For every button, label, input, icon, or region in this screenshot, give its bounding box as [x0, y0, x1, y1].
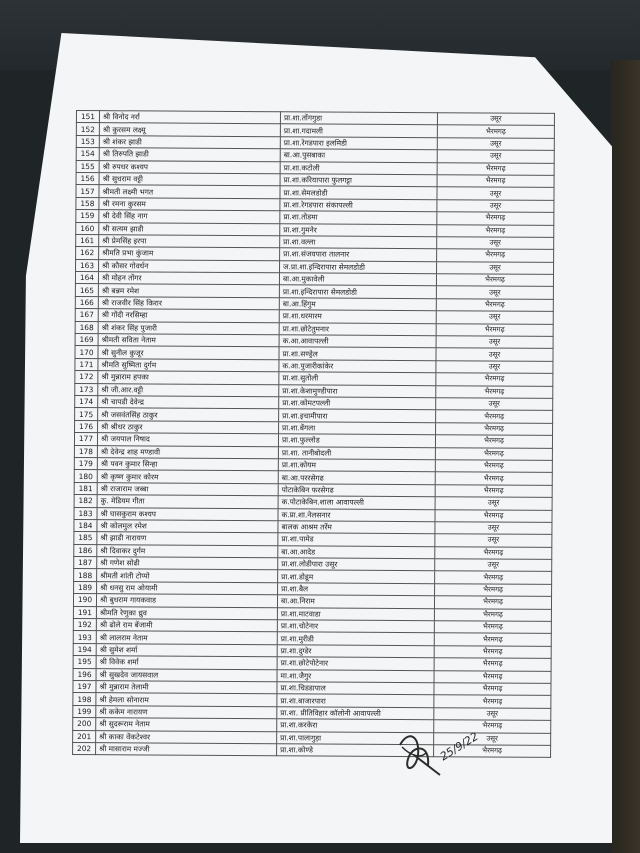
- block-name: भैरमगढ़: [435, 584, 552, 597]
- row-number: 188: [74, 569, 97, 582]
- person-name: श्री काका वेंकटेश्वर: [96, 730, 277, 743]
- person-name: श्री मुन्नाराम हपका: [98, 371, 279, 384]
- person-name: श्री जयपाल निषाद: [97, 433, 278, 446]
- person-name: श्रीमती शांती टोप्पो: [97, 569, 278, 582]
- school-name: प्रा.शा.सण्ड्रेल: [279, 347, 436, 360]
- person-name: श्रीमति प्रभा कुंजाम: [99, 247, 280, 260]
- row-number: 199: [73, 705, 96, 718]
- block-name: भैरमगढ़: [434, 745, 551, 758]
- row-number: 200: [73, 718, 96, 731]
- row-number: 181: [74, 482, 97, 495]
- person-name: श्री बन्नम रमेश: [98, 284, 279, 297]
- block-name: भैरमगढ़: [437, 249, 554, 262]
- block-name: उसूर: [437, 261, 554, 274]
- person-name: श्री सुमेश शर्मा: [96, 643, 277, 656]
- block-name: भैरमगढ़: [435, 484, 552, 497]
- block-name: भैरमगढ़: [436, 410, 553, 423]
- school-name: बा.आ.मुकावेली: [279, 273, 436, 286]
- block-name: भैरमगढ़: [435, 435, 552, 448]
- block-name: भैरमगढ़: [437, 212, 554, 225]
- school-name: प्रा.शा.करकेरा: [277, 719, 434, 732]
- school-name: प्रा.शा.चोटेनार: [277, 620, 434, 633]
- block-name: भैरमगढ़: [434, 621, 551, 634]
- block-name: उसूर: [437, 113, 554, 126]
- person-name: श्री कौसर गोवर्धन: [99, 259, 280, 272]
- school-name: प्रा.शा.चिडडापाल: [277, 682, 434, 695]
- row-number: 195: [73, 656, 96, 669]
- school-name: प्रा.शा.बैल: [278, 583, 435, 596]
- row-number: 198: [73, 693, 96, 706]
- person-name: श्रीमति रेणुका ध्रुव: [96, 606, 277, 619]
- block-name: उसूर: [436, 286, 553, 299]
- person-name: श्री विनोद नर्रा: [99, 111, 280, 124]
- row-number: 175: [75, 408, 98, 421]
- person-name: श्रीमती लक्ष्मी भगत: [99, 185, 280, 198]
- school-name: प्रा.शा.पालागुड़ा: [277, 731, 434, 744]
- person-name: श्री कोलमुल रमेश: [97, 520, 278, 533]
- person-name: श्री शंकर झाडी: [99, 135, 280, 148]
- block-name: भैरमगढ़: [435, 571, 552, 584]
- person-name: श्री देवेन्द्र शाह मण्डावी: [97, 445, 278, 458]
- row-number: 156: [76, 172, 99, 185]
- school-name: प्रा.शा.गदामली: [280, 124, 437, 137]
- staff-list-table: [72, 110, 555, 758]
- person-name: श्री सत्यम झाडी: [99, 222, 280, 235]
- person-name: श्री रमना कुरसम: [99, 197, 280, 210]
- block-name: उसूर: [437, 137, 554, 150]
- person-name: श्री गोंदी नरसिम्हा: [98, 309, 279, 322]
- block-name: उसूर: [436, 361, 553, 374]
- block-name: उसूर: [436, 348, 553, 361]
- row-number: 173: [75, 383, 98, 396]
- person-name: श्री जी.आर.वट्टी: [98, 383, 279, 396]
- row-number: 194: [73, 643, 96, 656]
- block-name: भैरमगढ़: [437, 175, 554, 188]
- school-name: प्रा.शा.बाजारपारा: [277, 694, 434, 707]
- row-number: 182: [74, 495, 97, 508]
- block-name: उसूर: [434, 732, 551, 745]
- person-name: श्रीमती सविता नेताम: [98, 334, 279, 347]
- block-name: भैरमगढ़: [434, 670, 551, 683]
- person-name: श्री मोहन तोंगर: [98, 272, 279, 285]
- row-number: 152: [76, 123, 99, 136]
- row-number: 184: [74, 519, 97, 532]
- person-name: श्री सुदरूराम नेताम: [96, 718, 277, 731]
- block-name: भैरमगढ़: [437, 162, 554, 175]
- person-name: श्री ढोले राम बेंजामी: [96, 619, 277, 632]
- school-name: प्रा.शा.तोंगगुडा: [280, 112, 437, 125]
- school-name: बा.आ.आदेड: [278, 545, 435, 558]
- person-name: श्री कुरसम लक्ष्मू: [99, 123, 280, 136]
- background-edge: [610, 60, 640, 853]
- school-name: प्रा.शा.करियापारा फुलगट्टा: [280, 174, 437, 187]
- school-name: प्रा.शा.छोटेतुमनार: [279, 322, 436, 335]
- block-name: उसूर: [435, 522, 552, 535]
- person-name: श्री सुनील कुजूर: [98, 346, 279, 359]
- person-name: श्री कृष्ण कुमार कोरम: [97, 470, 278, 483]
- block-name: भैरमगढ़: [434, 683, 551, 696]
- school-name: प्रा.शा.सुतोली: [279, 372, 436, 385]
- block-name: भैरमगढ़: [436, 422, 553, 435]
- school-name: प्रा.शा.कोण्डे: [277, 744, 434, 757]
- block-name: उसूर: [435, 534, 552, 547]
- block-name: भैरमगढ़: [436, 299, 553, 312]
- row-number: 162: [76, 247, 99, 260]
- row-number: 172: [75, 371, 98, 384]
- row-number: 187: [74, 557, 97, 570]
- row-number: 190: [73, 594, 96, 607]
- school-name: प्रा.शा.लोडीपारा उसूर: [278, 558, 435, 571]
- person-name: श्री तिरुपति झाडी: [99, 148, 280, 161]
- school-name: प्रा.शा.पामेड: [278, 533, 435, 546]
- row-number: 169: [75, 334, 98, 347]
- row-number: 196: [73, 668, 96, 681]
- block-name: उसूर: [436, 311, 553, 324]
- block-name: भैरमगढ़: [435, 447, 552, 460]
- block-name: भैरमगढ़: [434, 608, 551, 621]
- school-name: क.प्रा.शा.नेलसनार: [278, 508, 435, 521]
- person-name: श्री मासाराम मज्जी: [96, 743, 277, 756]
- person-name: श्री घासकुराम कश्यप: [97, 507, 278, 520]
- person-name: श्री चापडी देवेन्द्र: [98, 396, 279, 409]
- school-name: प्रा.शा.डोडूम: [278, 570, 435, 583]
- person-name: श्री श्रीधर ठाकुर: [98, 420, 279, 433]
- school-name: प्रा.शा.केशामुण्डीपारा: [279, 384, 436, 397]
- person-name: श्री रुपधर कश्यप: [99, 160, 280, 173]
- row-number: 176: [75, 420, 98, 433]
- block-name: उसूर: [437, 187, 554, 200]
- row-number: 164: [75, 272, 98, 285]
- row-number: 157: [76, 185, 99, 198]
- block-name: भैरमगढ़: [435, 472, 552, 485]
- school-name: प्रा.शा.कोमटपल्ली: [279, 397, 436, 410]
- block-name: भैरमगढ़: [436, 373, 553, 386]
- school-name: बा.आ.हिंगुम: [279, 298, 436, 311]
- row-number: 191: [73, 606, 96, 619]
- row-number: 197: [73, 680, 96, 693]
- person-name: श्री ककेम नारायण: [96, 705, 277, 718]
- row-number: 179: [74, 457, 97, 470]
- school-name: बा.आ.पररसेगढ: [278, 471, 435, 484]
- row-number: 201: [73, 730, 96, 743]
- school-name: प्रा.शा.कटोली: [280, 161, 437, 174]
- row-number: 177: [74, 433, 97, 446]
- person-name: श्री मुन्नाराम तेलामी: [96, 681, 277, 694]
- person-name: श्री गणेश सोढी: [97, 557, 278, 570]
- school-name: प्रा.शा.इचामीपारा: [279, 409, 436, 422]
- block-name: भैरमगढ़: [437, 125, 554, 138]
- block-name: उसूर: [435, 559, 552, 572]
- person-name: श्री हेमला सोनाराम: [96, 693, 277, 706]
- person-name: श्री सुधराम वट्टी: [99, 173, 280, 186]
- school-name: प्रा.शा.संजयपारा तालनार: [280, 248, 437, 261]
- row-number: 186: [74, 544, 97, 557]
- row-number: 174: [75, 395, 98, 408]
- row-number: 193: [73, 631, 96, 644]
- person-name: श्री पवन कुमार सिन्हा: [97, 458, 278, 471]
- block-name: उसूर: [437, 199, 554, 212]
- row-number: 167: [75, 309, 98, 322]
- school-name: प्रा.शा.बेंगला: [279, 422, 436, 435]
- person-name: श्री धनसु राम ओयामी: [97, 581, 278, 594]
- row-number: 151: [76, 111, 99, 124]
- row-number: 160: [76, 222, 99, 235]
- school-name: प्रा.शा.रेगडपारा संकापल्ली: [280, 198, 437, 211]
- row-number: 192: [73, 619, 96, 632]
- school-name: क.पोटाकेबिन.शाला आवापल्ली: [278, 496, 435, 509]
- school-name: प्रा.शा.कोयम: [278, 459, 435, 472]
- person-name: श्री दिवाकर दुर्गम: [97, 544, 278, 557]
- school-name: प्रा.शा.मुरीडी: [277, 632, 434, 645]
- row-number: 170: [75, 346, 98, 359]
- block-name: भैरमगढ़: [434, 645, 551, 658]
- block-name: भैरमगढ़: [436, 274, 553, 287]
- person-name: श्री देवी सिंह नाग: [99, 210, 280, 223]
- block-name: भैरमगढ़: [434, 695, 551, 708]
- school-name: प्रा.शा. तानीबोदली: [278, 446, 435, 459]
- row-number: 185: [74, 532, 97, 545]
- person-name: श्री राजाराम जब्बा: [97, 482, 278, 495]
- person-name: श्री जसवंतसिंह ठाकुर: [98, 408, 279, 421]
- block-name: उसूर: [434, 707, 551, 720]
- school-name: क.आ.पुजारीकांकेर: [279, 360, 436, 373]
- school-name: प्रा.शा.तोडमा: [280, 211, 437, 224]
- person-name: श्री विवेक शर्मा: [96, 656, 277, 669]
- school-name: प्रा.शा.धरमारम: [279, 310, 436, 323]
- block-name: उसूर: [437, 237, 554, 250]
- block-name: भैरमगढ़: [434, 596, 551, 609]
- person-name: श्री झाडी नारायण: [97, 532, 278, 545]
- school-name: प्रा.शा.दुग्डेर: [277, 645, 434, 658]
- person-name: श्रीमति सुष्मिता दुर्गम: [98, 358, 279, 371]
- block-name: उसूर: [435, 497, 552, 510]
- person-name: श्री लालराम नेताम: [96, 631, 277, 644]
- person-name: श्री सुखदेव जायसवाल: [96, 668, 277, 681]
- school-name: क.आ.आवापल्ली: [279, 335, 436, 348]
- school-name: प्रा.शा.माटवाडा: [277, 607, 434, 620]
- row-number: 158: [76, 197, 99, 210]
- school-name: प्रा.शा.इन्दिरापारा सेमलडोडी: [279, 285, 436, 298]
- school-name: प्रा.शा.फुल्लोड: [278, 434, 435, 447]
- row-number: 183: [74, 507, 97, 520]
- row-number: 161: [76, 234, 99, 247]
- person-name: श्री प्रेमसिंह इरपा: [99, 235, 280, 248]
- school-name: ज.प्रा.शा.इन्दिरापारा सेमलडोडी: [280, 260, 437, 273]
- school-name: पोटाकेबिन फरसेगढ: [278, 483, 435, 496]
- school-name: प्रा.शा.छोटेपोटेनार: [277, 657, 434, 670]
- person-name: कु. मेडियम गीता: [97, 495, 278, 508]
- block-name: भैरमगढ़: [435, 546, 552, 559]
- signature-date: 25/9/22: [437, 729, 481, 764]
- school-name: प्रा.शा.वल्ला: [280, 236, 437, 249]
- block-name: भैरमगढ़: [434, 633, 551, 646]
- block-name: उसूर: [436, 398, 553, 411]
- block-name: भैरमगढ़: [435, 460, 552, 473]
- row-number: 168: [75, 321, 98, 334]
- row-number: 155: [76, 160, 99, 173]
- block-name: भैरमगढ़: [436, 385, 553, 398]
- row-number: 202: [73, 742, 96, 755]
- person-name: श्री शंकर सिंह पुजारी: [98, 321, 279, 334]
- row-number: 180: [74, 470, 97, 483]
- block-name: भैरमगढ़: [437, 224, 554, 237]
- school-name: प्रा.शा.सेमलडोडी: [280, 186, 437, 199]
- school-name: बालक आश्रम तर्रेम: [278, 521, 435, 534]
- row-number: 154: [76, 148, 99, 161]
- block-name: उसूर: [437, 150, 554, 163]
- block-name: भैरमगढ़: [434, 720, 551, 733]
- row-number: 166: [75, 296, 98, 309]
- block-name: भैरमगढ़: [436, 323, 553, 336]
- row-number: 165: [75, 284, 98, 297]
- school-name: प्रा.शा.गुमनेर: [280, 223, 437, 236]
- row-number: 178: [74, 445, 97, 458]
- row-number: 171: [75, 358, 98, 371]
- row-number: 189: [74, 581, 97, 594]
- block-name: भैरमगढ़: [435, 509, 552, 522]
- block-name: उसूर: [436, 336, 553, 349]
- block-name: भैरमगढ़: [434, 658, 551, 671]
- school-name: मा.शा.जैगुर: [277, 669, 434, 682]
- row-number: 153: [76, 135, 99, 148]
- person-name: श्री बुधराम गायकवाड: [96, 594, 277, 607]
- school-name: प्रा.शा. प्रीतिविहार कॉलोनी आवापल्ली: [277, 706, 434, 719]
- person-name: श्री राजवीर सिंह किरार: [98, 296, 279, 309]
- row-number: 159: [76, 210, 99, 223]
- school-name: प्रा.शा.रेगडपारा इलमिडी: [280, 137, 437, 150]
- row-number: 163: [76, 259, 99, 272]
- school-name: बा.आ.पुसबाका: [280, 149, 437, 162]
- school-name: बा.आ.निराम: [277, 595, 434, 608]
